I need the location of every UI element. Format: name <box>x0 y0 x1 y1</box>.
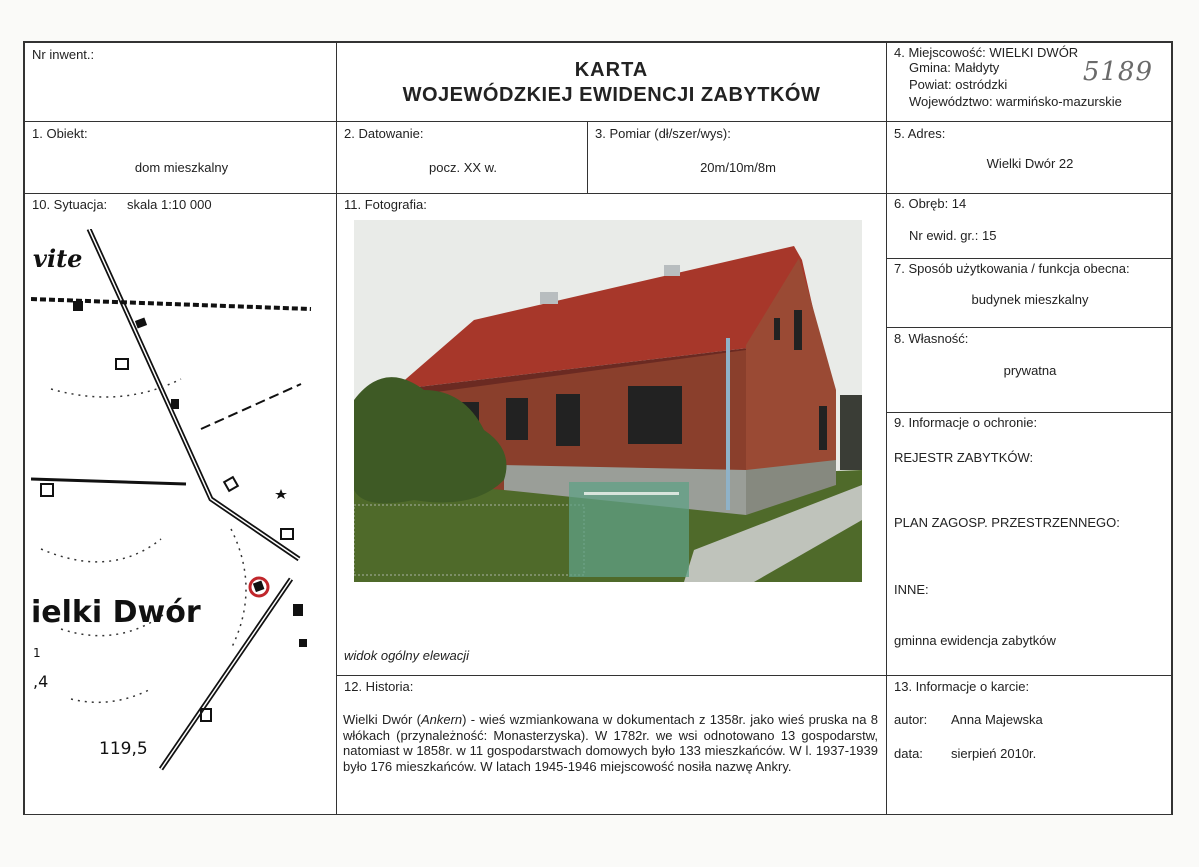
precinct-label: 6. Obręb: 14 <box>894 196 967 211</box>
inventory-label: Nr inwent.: <box>32 47 95 62</box>
usage-value: budynek mieszkalny <box>971 292 1089 307</box>
house-window-3 <box>556 394 580 446</box>
usage-label: 7. Sposób użytkowania / funkcja obecna: <box>894 261 1130 276</box>
dating-cell <box>336 121 588 194</box>
photo-label: 11. Fotografia: <box>344 197 427 212</box>
record-card-frame <box>23 41 1173 815</box>
house-chimney-1 <box>540 292 558 304</box>
object-cell <box>24 121 337 194</box>
handwritten-number: 5189 <box>1082 57 1153 87</box>
history-text <box>343 712 878 774</box>
date-label: data: <box>894 746 923 761</box>
address-label: 5. Adres: <box>894 126 946 141</box>
house-window-6 <box>819 406 827 450</box>
other-label: INNE: <box>894 582 929 597</box>
gmina-text: Gmina: Małdyty <box>909 60 1000 75</box>
object-label: 1. Obiekt: <box>32 126 88 141</box>
photo-caption: widok ogólny elewacji <box>344 648 470 663</box>
photo-cell <box>336 193 887 676</box>
history-text-italic: Ankern <box>420 712 463 727</box>
card-subtitle: WOJEWÓDZKIEJ EWIDENCJI ZABYTKÓW <box>402 84 821 106</box>
register-label: REJESTR ZABYTKÓW: <box>894 450 1034 465</box>
photo-gate-bar <box>584 492 679 495</box>
plot-number: Nr ewid. gr.: 15 <box>909 228 997 243</box>
protection-label: 9. Informacje o ochronie: <box>894 415 1038 430</box>
situation-map <box>31 229 321 774</box>
author-label: autor: <box>894 712 928 727</box>
author-value: Anna Majewska <box>951 712 1043 727</box>
situation-label: 10. Sytuacja: <box>32 197 108 212</box>
other-value: gminna ewidencja zabytków <box>894 633 1056 648</box>
title-cell <box>336 42 887 122</box>
house-chimney-2 <box>664 265 680 276</box>
precinct-cell <box>886 193 1172 259</box>
address-value: Wielki Dwór 22 <box>986 156 1074 171</box>
history-label: 12. Historia: <box>344 679 414 694</box>
protection-cell <box>886 412 1172 676</box>
inventory-cell <box>24 42 337 122</box>
usage-cell <box>886 258 1172 328</box>
history-cell <box>336 675 887 815</box>
ownership-value: prywatna <box>1003 363 1057 378</box>
dimensions-cell <box>587 121 887 194</box>
location-label: 4. Miejscowość: WIELKI DWÓR <box>894 45 1079 60</box>
ownership-label: 8. Własność: <box>894 331 969 346</box>
dimensions-label: 3. Pomiar (dł/szer/wys): <box>595 126 731 141</box>
dating-value: pocz. XX w. <box>429 160 497 175</box>
ownership-cell <box>886 327 1172 413</box>
map-label-place: ielki Dwór <box>31 595 201 630</box>
map-label-elevation: 119,5 <box>99 739 148 759</box>
card-info-label: 13. Informacje o karcie: <box>894 679 1030 694</box>
plan-label: PLAN ZAGOSP. PRZESTRZENNEGO: <box>894 515 1120 530</box>
situation-scale: skala 1:10 000 <box>127 197 212 212</box>
card-title: KARTA <box>574 59 649 81</box>
house-window-4 <box>628 386 682 444</box>
house-window-5 <box>794 310 802 350</box>
map-label-four: ,4 <box>33 672 49 691</box>
situation-cell <box>24 193 337 815</box>
date-value: sierpień 2010r. <box>951 746 1037 761</box>
voivodeship-text: Województwo: warmińsko-mazurskie <box>909 94 1122 109</box>
house-window-7 <box>774 318 780 340</box>
house-window-2 <box>506 398 528 440</box>
card-info-cell <box>886 675 1172 815</box>
house-photo <box>354 220 862 582</box>
map-label-vite: vite <box>33 244 83 273</box>
photo-outbuilding <box>840 395 862 470</box>
address-cell <box>886 121 1172 194</box>
dimensions-value: 20m/10m/8m <box>700 160 776 175</box>
photo-gate <box>569 482 689 577</box>
location-cell <box>886 42 1172 122</box>
history-text-rest: ) - wieś wzmiankowana w dokumentach z 1358r. jako wieś pruska na 8 włókach (przynależność: Monasterzyska). W 1782r. we wsi odnotowano 13 gospodarstw, natomiast w 1858r. w 11 gospodarstwach domowych było 133 mieszkańców. W l. 1937-1939 było 176 mieszkańców. W latach 1945-1946 miejscowość nosiła nazwę Ankry. <box>343 712 878 774</box>
dating-label: 2. Datowanie: <box>344 126 424 141</box>
house-drainpipe <box>726 338 730 510</box>
map-label-one: 1 <box>33 646 41 660</box>
powiat-text: Powiat: ostródzki <box>909 77 1008 92</box>
object-value: dom mieszkalny <box>134 160 229 175</box>
history-text-start: Wielki Dwór ( <box>343 712 421 727</box>
